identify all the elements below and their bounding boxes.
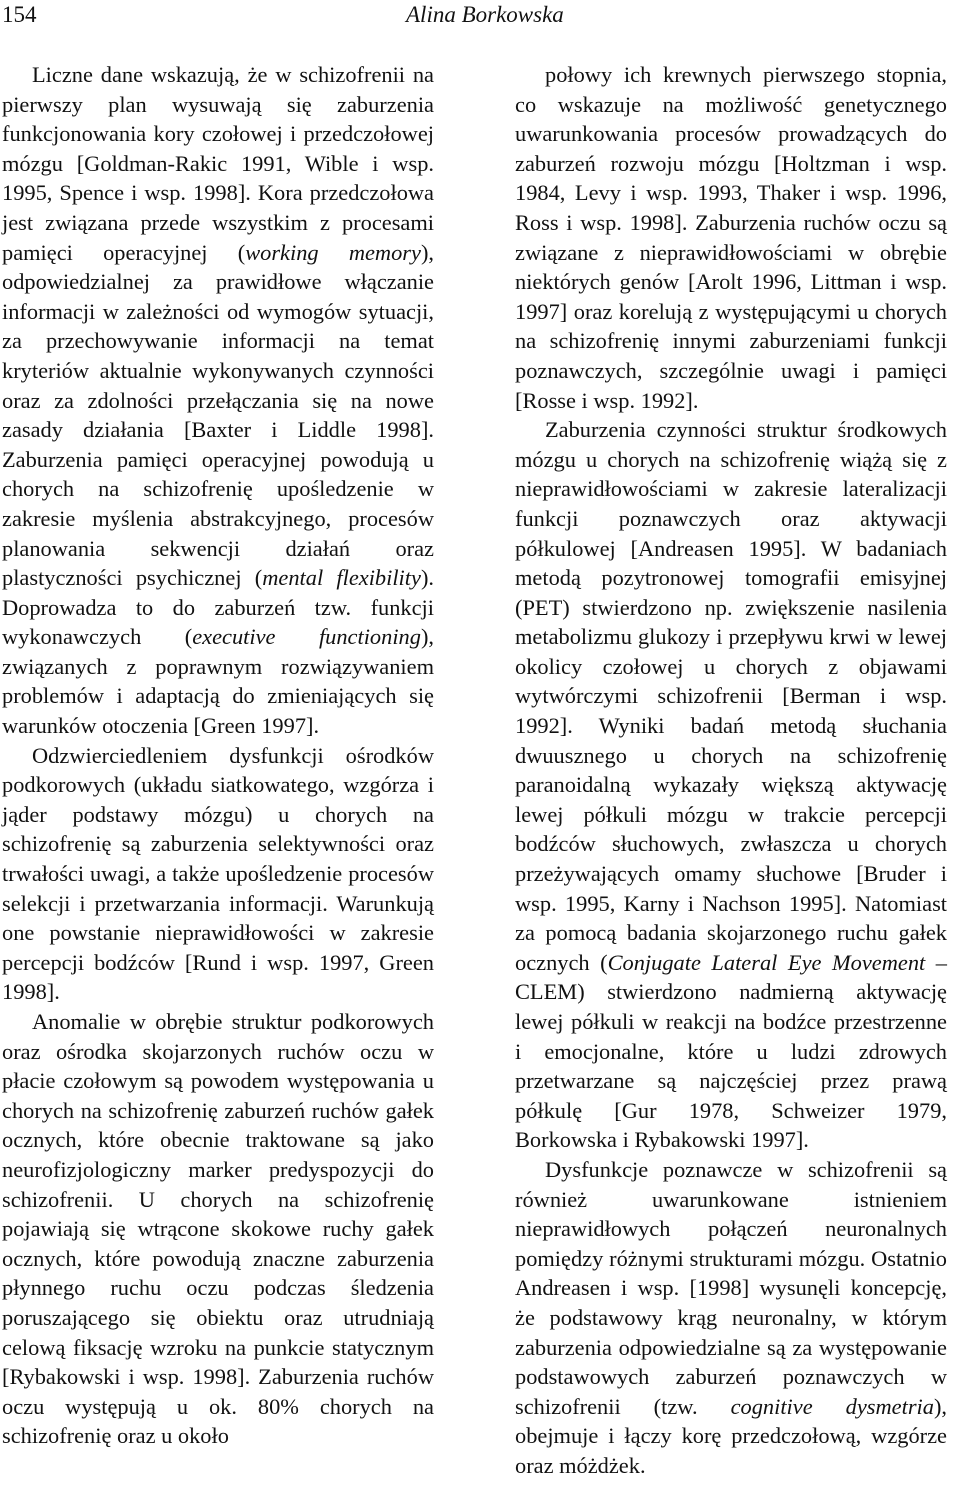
right-column [515,60,947,1481]
running-head: Alina Borkowska [406,2,564,27]
text-segment: ), odpowiedzialnej za prawidłowe włączanie informacji w zależności od wymogów sytuacji, za przechowywanie informacji na temat kryteriów aktualnie wykonywanych czynności oraz za zdolności przełączania się na nowe zasady działania [Baxter i Liddle 1998]. Zaburzenia pamięci operacyjnej powodują u chorych na schizofrenię upośledzenie w zakresie myślenia abstrakcyjnego, procesów planowania sekwencji działań oraz plastyczności psychicznej ( [2,239,435,591]
text-segment: ). Doprowadza to do zaburzeń tzw. funkcji wykonawczych ( [2,565,434,650]
text-segment: Liczne dane wskazują, że w schizofrenii na pierwszy plan wysuwają się zaburzenia funkcjonowania kory czołowej i przedczołowej mózgu [Goldman-Rakic 1991, Wible i wsp. 1995, Spence i wsp. 1998]. Kora przedczołowa jest związana przede wszystkim z procesami pamięci operacyjnej ( [2,62,434,265]
italic-term: cognitive dysmetria [730,1393,934,1419]
paragraph [2,60,434,741]
paragraph [2,1007,434,1451]
text-segment: ), obejmuje i łączy korę przedczołową, wzgórze oraz móżdżek. [515,1393,948,1478]
text-segment: połowy ich krewnych pierwszego stopnia, co wskazuje na możliwość genetycznego uwarunkowania procesów prowadzących do zaburzeń rozwoju mózgu [Holtzman i wsp. 1984, Levy i wsp. 1993, Thaker i wsp. 1996, Ross i wsp. 1998]. Zaburzenia ruchów oczu są związane z nieprawidłowościami w obrębie niektórych genów [Arolt 1996, Littman i wsp. 1997] oraz korelują z występującymi u chorych na schizofrenię innymi zaburzeniami funkcji poznawczych, szczególnie uwagi i pamięci [Rosse i wsp. 1992]. [515,62,947,413]
text-segment: Odzwierciedleniem dysfunkcji ośrodków podkorowych (układu siatkowatego, wzgórza i jąder podstawy mózgu) u chorych na schizofrenię są zaburzenia selektywności oraz trwałości uwagi, a także upośledzenie procesów selekcji i przetwarzania informacji. Warunkują one powstanie nieprawidłowości w zakresie percepcji bodźców [Rund i wsp. 1997, Green 1998]. [2,742,434,1005]
left-column [2,60,434,1451]
text-segment: Anomalie w obrębie struktur podkorowych oraz ośrodka skojarzonych ruchów oczu w płacie czołowym są powodem występowania u chorych na schizofrenię zaburzeń ruchów gałek ocznych, które obecnie traktowane są jako neurofizjologiczny marker predyspozycji do schizofrenii. U chorych na schizofrenię pojawiają się wtrącone skokowe ruchy gałek ocznych, które powodują znaczne zaburzenia płynnego ruchu oczu podczas śledzenia poruszającego się obiektu oraz utrudniają celową fiksację wzroku na punkcie statycznym [Rybakowski i wsp. 1998]. Zaburzenia ruchów oczu występują u ok. 80% chorych na schizofrenię oraz u około [2,1009,434,1449]
paragraph [515,60,947,415]
text-segment: ), związanych z poprawnym rozwiązywaniem problemów i adaptacją do zmieniających się warunków otoczenia [Green 1997]. [2,624,434,739]
italic-term: executive functioning [192,624,421,650]
paragraph [515,415,947,1155]
italic-term: Conjugate Lateral Eye Movement [607,949,926,975]
italic-term: working memory [245,239,421,265]
italic-term: mental flexibility [262,565,421,591]
paragraph [515,1155,947,1481]
text-segment: Zaburzenia czynności struktur środkowych mózgu u chorych na schizofrenię wiążą się z nieprawidłowościami w zakresie lateralizacji funkcji poznawczych oraz aktywacji półkulowej [Andreasen 1995]. W badaniach metodą pozytronowej tomografii emisyjnej (PET) stwierdzono np. zwiększenie nasilenia metabolizmu glukozy i przepływu krwi w lewej okolicy czołowej u chorych z objawami wytwórczymi schizofrenii [Berman i wsp. 1992]. Wyniki badań metodą słuchania dwuusznego u chorych na schizofrenię paranoidalną wykazały większą aktywację lewej półkuli mózgu w trakcie percepcji bodźców słuchowych, zwłaszcza u chorych przeżywających omamy słuchowe [Bruder i wsp. 1995, Karny i Nachson 1995]. Natomiast za pomocą badania skojarzonego ruchu gałek ocznych ( [515,417,947,975]
page-header [2,2,958,32]
paragraph [2,741,434,1007]
text-segment: Dysfunkcje poznawcze w schizofrenii są również uwarunkowane istnieniem nieprawidłowych połączeń neuronalnych pomiędzy różnymi strukturami mózgu. Ostatnio Andreasen i wsp. [1998] wysunęli koncepcję, że podstawowy krąg neuronalny, w którym zaburzenia odpowiedzialne są za występowanie podstawowych zaburzeń poznawczych w schizofrenii (tzw. [515,1156,947,1419]
text-segment: – CLEM) stwierdzono nadmierną aktywację lewej półkuli w reakcji na bodźce przestrzenne i emocjonalne, które u ludzi zdrowych przetwarzane są najczęściej przez prawą półkulę [Gur 1978, Schweizer 1979, Borkowska i Rybakowski 1997]. [515,949,947,1153]
page-number: 154 [2,2,37,27]
